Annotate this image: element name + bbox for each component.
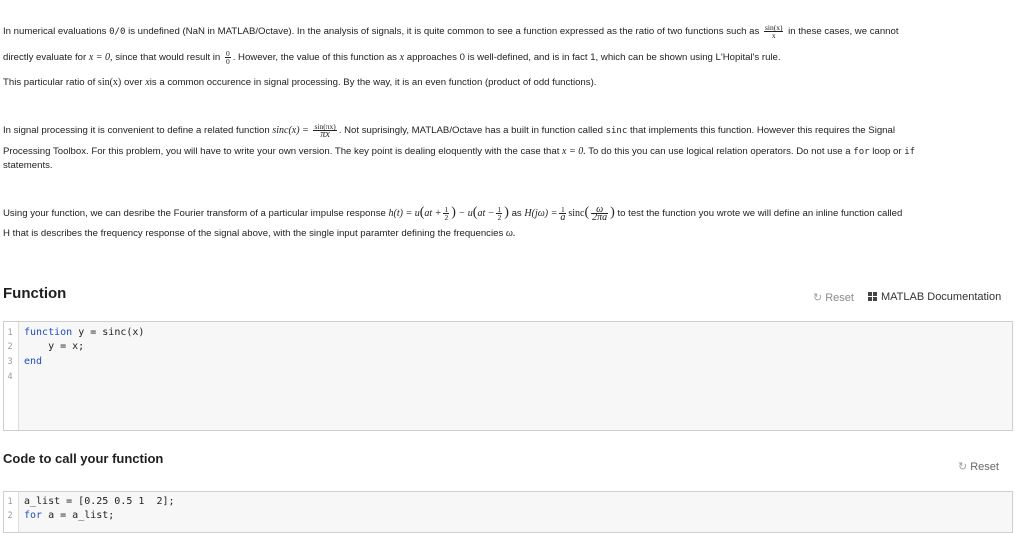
- sinc-line-1: [3, 123, 895, 138]
- denominator: 2: [497, 213, 502, 222]
- math: sinc(x) =: [272, 125, 309, 137]
- code-line[interactable]: [24, 356, 42, 367]
- text: as: [511, 208, 522, 220]
- code-text: a_list;: [72, 510, 115, 521]
- math: x: [399, 52, 405, 64]
- denominator: x: [771, 31, 776, 40]
- line-number: 1: [7, 497, 13, 507]
- intro-line-2: [3, 50, 781, 65]
- documentation-label: MATLAB Documentation: [881, 291, 1002, 303]
- inline-code: sinc: [605, 126, 628, 137]
- inline-code: if: [904, 147, 916, 157]
- function-reset-button[interactable]: [813, 291, 854, 304]
- one-over-a-fraction: [559, 206, 566, 221]
- text: To do this you can use logical relation operators. Do not use a: [588, 146, 851, 157]
- math: x: [145, 77, 150, 88]
- text: statements.: [3, 160, 53, 171]
- text: Using your function, we can desribe the Fourier transform of a particular impulse response: [3, 208, 386, 220]
- text: . Not suprisingly, MATLAB/Octave has a built in function called: [338, 125, 603, 137]
- denominator: 2πa: [592, 212, 608, 223]
- text: is undefined (NaN in MATLAB/Octave). In the analysis of signals, it is quite common to see a function expressed as the ratio of two functions such as: [128, 26, 760, 38]
- numerator: 0: [225, 49, 230, 58]
- math: x = 0,: [88, 52, 113, 64]
- code-text: y = sinc(x): [72, 327, 145, 338]
- text: in these cases, we cannot: [788, 26, 899, 38]
- line-number-gutter: [4, 322, 19, 430]
- sinx-over-x-fraction: [764, 24, 784, 39]
- text: that implements this function. However this requires the Signal: [629, 125, 895, 137]
- math: x = 0.: [562, 146, 586, 157]
- line-number-gutter: [4, 492, 19, 532]
- reset-icon: ↻: [958, 461, 968, 473]
- half-fraction: [443, 206, 449, 221]
- keyword: for: [24, 510, 43, 521]
- documentation-icon: [868, 292, 877, 301]
- numerator: 1: [444, 205, 449, 214]
- code-line[interactable]: [24, 327, 144, 338]
- text: This particular ratio of: [3, 77, 96, 88]
- text: approaches 0 is well-defined, and is in fact 1, which can be shown using L'Hopital's rule.: [406, 52, 781, 64]
- math: − u: [458, 208, 473, 220]
- inline-code: for: [853, 147, 870, 157]
- matlab-documentation-link[interactable]: [868, 291, 1001, 303]
- text: Processing Toolbox. For this problem, you will have to write your own version. The key point is dealing eloquently with the case that: [3, 146, 560, 157]
- sinc-line-2: [3, 146, 915, 158]
- text: H that is describes the frequency response of the signal above, with the single input paramter defining the frequencies: [3, 228, 504, 239]
- code-line[interactable]: [24, 510, 114, 521]
- numerator: 1: [560, 205, 565, 214]
- line-number: 2: [7, 342, 13, 352]
- text: . However, the value of this function as: [232, 52, 397, 64]
- omega-fraction: [591, 206, 608, 221]
- reset-label: Reset: [970, 461, 999, 473]
- fourier-line-2: [3, 228, 515, 240]
- inline-code: 0/0: [109, 27, 126, 38]
- line-number: 3: [7, 357, 13, 367]
- code-line[interactable]: a_list = [0.25 0.5 1 2];: [24, 496, 175, 507]
- text: directly evaluate for: [3, 52, 87, 64]
- math: h(t) = u: [388, 208, 420, 220]
- math: H(jω) =: [524, 208, 558, 220]
- sinc-line-3: [3, 160, 53, 172]
- numerator: ω: [591, 206, 608, 214]
- half-fraction: [496, 206, 502, 221]
- zero-over-zero-fraction: [225, 50, 231, 65]
- function-code-editor[interactable]: [3, 321, 1013, 431]
- denominator: 0: [225, 57, 230, 66]
- denominator: a: [560, 212, 566, 223]
- math: at −: [477, 208, 495, 220]
- sinc-fraction: [313, 123, 336, 138]
- text: In signal processing it is convenient to define a related function: [3, 125, 270, 137]
- math: ω.: [505, 228, 516, 239]
- math: sinc: [568, 208, 585, 220]
- denominator: πx: [320, 129, 330, 140]
- line-number: 1: [7, 328, 13, 338]
- text: over: [123, 77, 143, 88]
- text: loop or: [872, 146, 902, 157]
- math: at +: [424, 208, 442, 220]
- function-section-title: Function: [3, 285, 67, 302]
- text: to test the function you wrote we will define an inline function called: [617, 208, 903, 220]
- text: since that would result in: [115, 52, 221, 64]
- line-number: 2: [7, 511, 13, 521]
- numerator: sin(πx): [314, 122, 336, 131]
- code-line[interactable]: y = x;: [24, 341, 85, 352]
- call-reset-button[interactable]: [958, 460, 999, 473]
- denominator: 2: [444, 213, 449, 222]
- numerator: 1: [497, 205, 502, 214]
- text: In numerical evaluations: [3, 26, 107, 38]
- intro-line-3: [3, 77, 596, 89]
- code-text: a =: [42, 510, 73, 521]
- numerator: sin(x): [764, 23, 783, 32]
- reset-icon: ↻: [813, 292, 823, 304]
- intro-line-1: [3, 24, 899, 39]
- keyword: function: [24, 327, 73, 338]
- call-code-editor[interactable]: [3, 491, 1013, 533]
- math: sin(x): [97, 77, 122, 88]
- fourier-line-1: Using your function, we can desribe the Fourier transform of a particular impulse response h(t) = u(at + $\frac{1}{2}$ ) − u(at − $\frac{1}{2}$ ) as H(jω) = $\frac{1}{a}$ sinc( $\frac{\omega}{2\pi a}$ ) to test the function you wrote we will define an inline function called: [3, 204, 903, 223]
- call-section-title: Code to call your function: [3, 451, 164, 466]
- keyword: end: [24, 356, 43, 367]
- reset-label: Reset: [825, 292, 854, 304]
- line-number: 4: [7, 372, 13, 382]
- text: is a common occurence in signal processing. By the way, it is an even function (product of odd functions).: [149, 77, 597, 88]
